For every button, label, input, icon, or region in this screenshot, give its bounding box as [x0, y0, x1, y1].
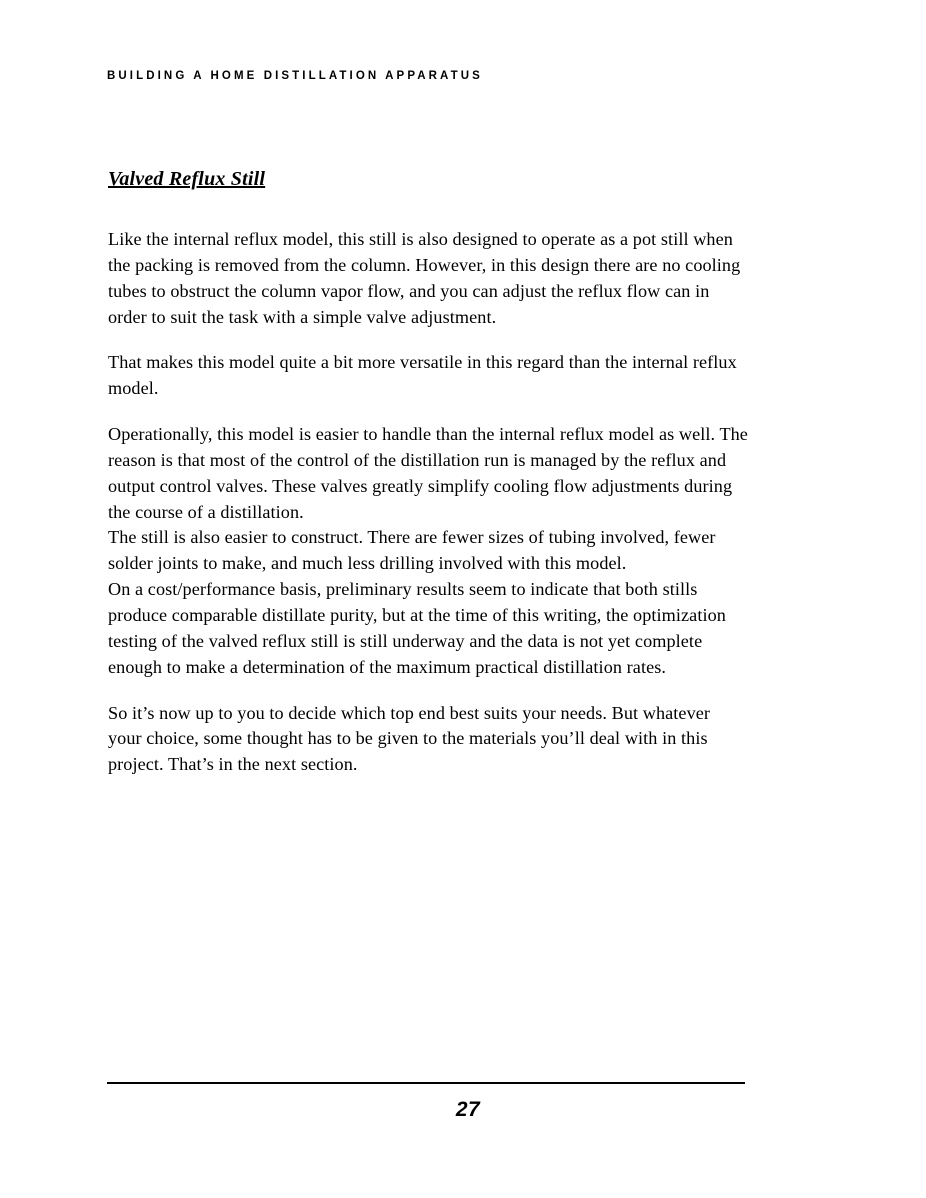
paragraph-3: Operationally, this model is easier to handle than the internal reflux model as well. The reason is that most of the control of the distillation run is managed by the reflux and output control valves. These valves greatly simplify cooling flow adjustments during the course of a distillation. [108, 424, 748, 522]
spacer [108, 402, 748, 422]
running-head: BUILDING A HOME DISTILLATION APPARATUS [107, 70, 483, 82]
section-title-wrap [108, 168, 748, 191]
footer-divider [107, 1082, 745, 1084]
page-content [108, 168, 748, 778]
paragraph-1: Like the internal reflux model, this still is also designed to operate as a pot still when the packing is removed from the column. However, in this design there are no cooling tubes to obstruct the column vapor flow, and you can adjust the reflux flow can in order to suit the task with a simple valve adjustment. [108, 229, 741, 327]
spacer [108, 330, 748, 350]
paragraph-4: The still is also easier to construct. There are fewer sizes of tubing involved, fewer solder joints to make, and much less drilling involved with this model. [108, 527, 716, 574]
page-title: Valved Reflux Still [108, 168, 266, 190]
paragraph-6: So it’s now up to you to decide which top end best suits your needs. But whatever your choice, some thought has to be given to the materials you’ll deal with in this project. That’s in the next section. [108, 702, 711, 775]
page-number: 27 [455, 1098, 481, 1121]
spacer [108, 191, 748, 227]
paragraph-5: On a cost/performance basis, preliminary results seem to indicate that both stills produce comparable distillate purity, but at the time of this writing, the optimization testing of the valved reflux still is still underway and the data is not yet complete enough to make a determination of the maximum practical distillation rates. [108, 579, 726, 677]
spacer [108, 681, 748, 701]
paragraph-2: That makes this model quite a bit more versatile in this regard than the internal reflux model. [108, 352, 737, 399]
